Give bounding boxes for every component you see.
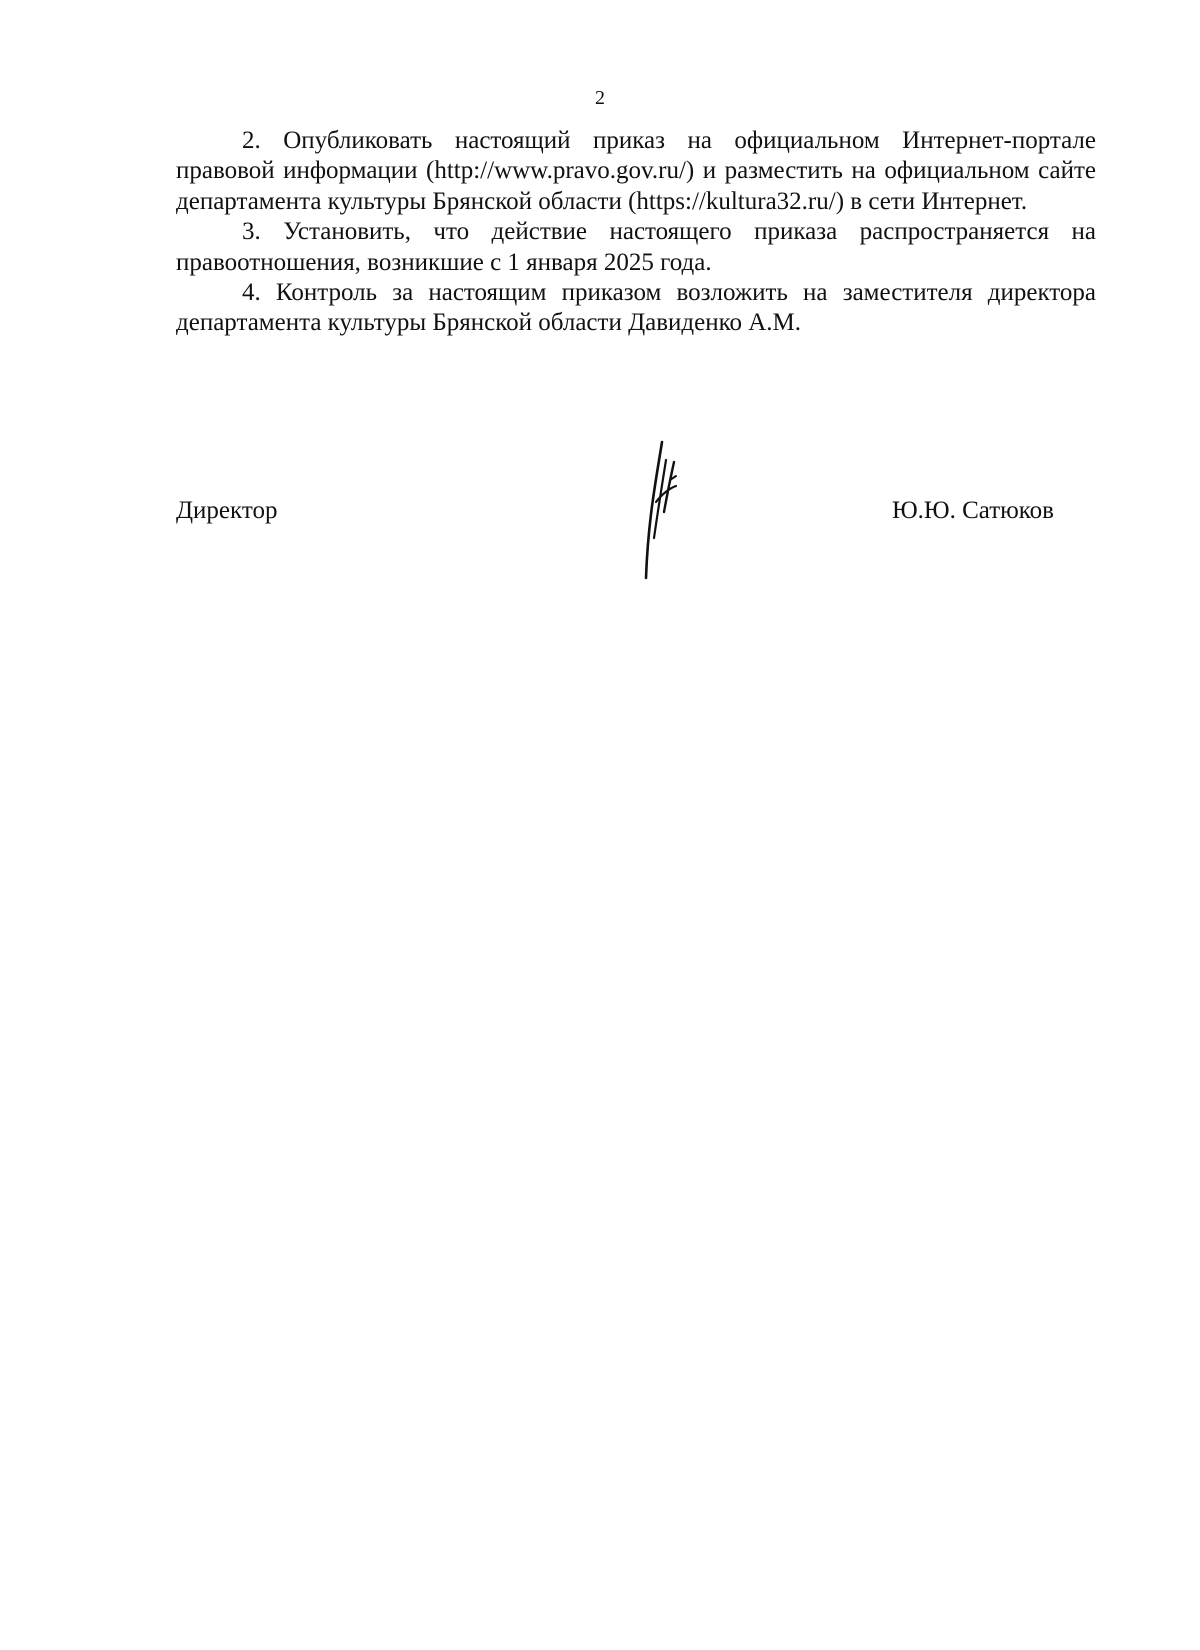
document-body <box>176 126 1096 339</box>
paragraph-control: 4. Контроль за настоящим приказом возложить на заместителя директора департамента культуры Брянской области Давиденко А.М. <box>176 279 1096 337</box>
signer-position: Директор <box>176 497 278 524</box>
paragraph-effective-date: 3. Установить, что действие настоящего приказа распространяется на правоотношения, возникшие с 1 января 2025 года. <box>176 218 1096 276</box>
signer-name: Ю.Ю. Сатюков <box>891 497 1054 524</box>
page-number: 2 <box>595 87 605 109</box>
paragraph-publication: 2. Опубликовать настоящий приказ на официальном Интернет-портале правовой информации (http://www.pravo.gov.ru/) и разместить на официальном сайте департамента культуры Брянской области (https://kultura32.ru/) в сети Интернет. <box>176 127 1096 215</box>
handwritten-signature <box>640 440 700 580</box>
signature-block <box>176 496 1096 536</box>
